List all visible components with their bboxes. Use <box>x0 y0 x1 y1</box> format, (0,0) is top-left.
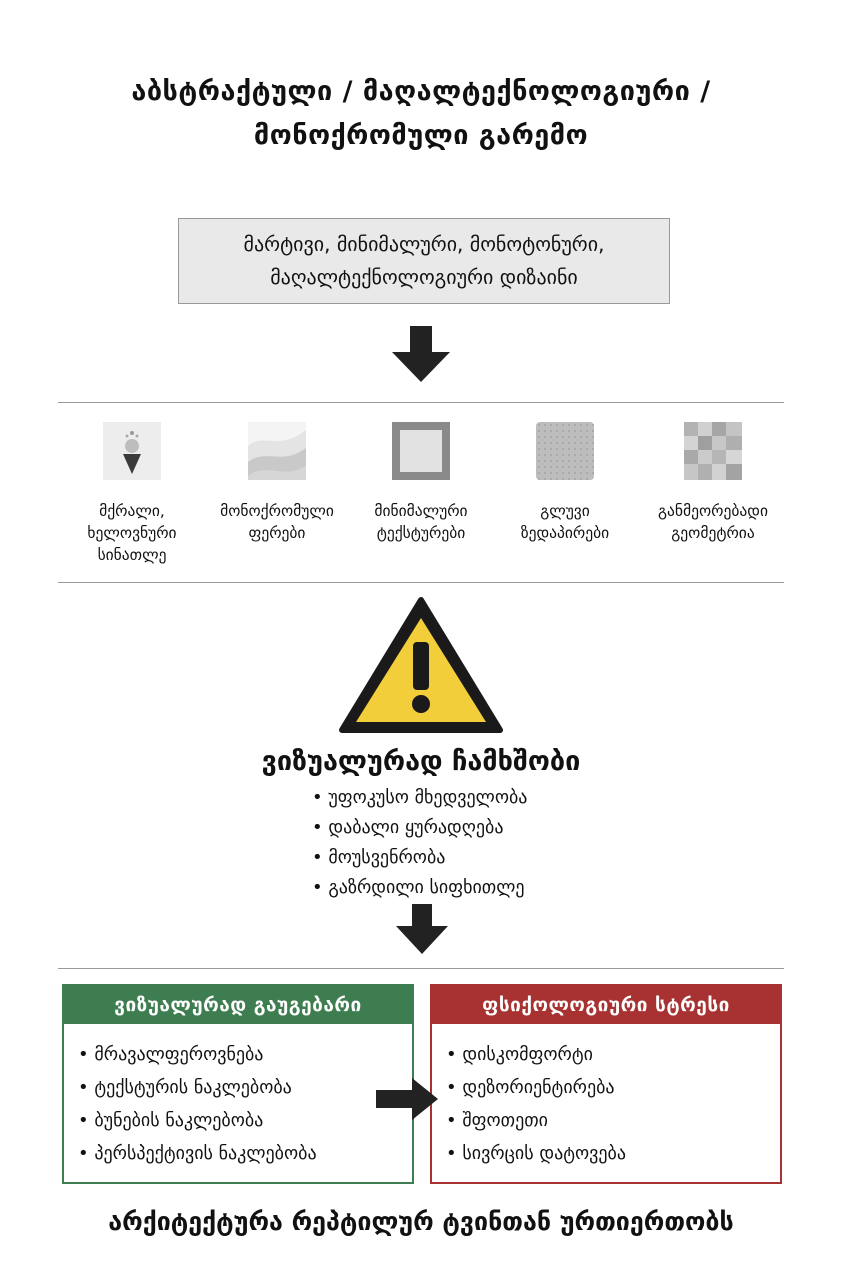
square-frame-icon <box>392 422 450 480</box>
panel-psychological-stress <box>430 984 782 1184</box>
summary-box <box>178 218 670 304</box>
down-arrow-icon <box>392 326 450 384</box>
alert-title: ვიზუალურად ჩამხშობი <box>261 746 581 777</box>
divider-bottom <box>58 968 784 969</box>
monochrome-waves-icon <box>248 422 306 480</box>
feature-item-light <box>57 422 207 566</box>
grid-pattern-icon <box>684 422 742 480</box>
feature-label-line: ტექსტურები <box>376 524 466 542</box>
panel-list <box>64 1024 412 1170</box>
summary-line-2: მაღალტექნოლოგიური დიზაინი <box>270 265 578 289</box>
right-arrow-icon <box>376 1078 440 1120</box>
feature-label-line: მქრალი, <box>99 502 165 520</box>
feature-item-geometry <box>638 422 788 544</box>
feature-label-line: მონოქრომული <box>220 502 334 520</box>
list-item: • სივრცის დატოვება <box>446 1137 780 1170</box>
feature-item-colors <box>202 422 352 544</box>
panel-title: ფსიქოლოგიური სტრესი <box>432 986 780 1024</box>
title-line-2: მონოქრომული გარემო <box>253 120 589 151</box>
feature-label-line: სინათლე <box>97 546 167 564</box>
list-item: • ბუნების ნაკლებობა <box>78 1104 412 1137</box>
list-item: • მოუსვენრობა <box>312 843 527 873</box>
summary-line-1: მარტივი, მინიმალური, მონოტონური, <box>243 232 605 256</box>
feature-label-line: განმეორებადი <box>658 502 768 520</box>
panel-title: ვიზუალურად გაუგებარი <box>64 986 412 1024</box>
feature-label-line: გლუვი <box>540 502 590 520</box>
list-item: • მრავალფეროვნება <box>78 1038 412 1071</box>
divider-middle <box>58 582 784 583</box>
divider-top <box>58 402 784 403</box>
feature-label-line: ზედაპირები <box>520 524 610 542</box>
panel-list <box>432 1024 780 1170</box>
feature-label-line: ფერები <box>248 524 306 542</box>
feature-label-line: გეომეტრია <box>671 524 755 542</box>
list-item: • დისკომფორტი <box>446 1038 780 1071</box>
alert-effects-list <box>312 783 527 903</box>
feature-item-textures <box>346 422 496 544</box>
list-item: • უფოკუსო მხედველობა <box>312 783 527 813</box>
list-item: • დეზორიენტირება <box>446 1071 780 1104</box>
lamp-icon <box>103 422 161 480</box>
down-arrow-icon <box>396 904 448 956</box>
feature-item-surfaces <box>490 422 640 544</box>
list-item: • გაზრდილი სიფხითლე <box>312 873 527 903</box>
page-title <box>0 70 842 158</box>
panel-visually-confusing <box>62 984 414 1184</box>
feature-label-line: ხელოვნური <box>87 524 177 542</box>
list-item: • პერსპექტივის ნაკლებობა <box>78 1137 412 1170</box>
title-line-1: აბსტრაქტული / მაღალტექნოლოგიური / <box>131 76 711 107</box>
warning-icon <box>338 596 504 734</box>
list-item: • ტექსტურის ნაკლებობა <box>78 1071 412 1104</box>
list-item: • დაბალი ყურადღება <box>312 813 527 843</box>
smooth-surface-icon <box>536 422 594 480</box>
list-item: • შფოთეთი <box>446 1104 780 1137</box>
footer-caption: არქიტექტურა რეპტილურ ტვინთან ურთიერთობს <box>108 1207 734 1236</box>
feature-label-line: მინიმალური <box>374 502 468 520</box>
